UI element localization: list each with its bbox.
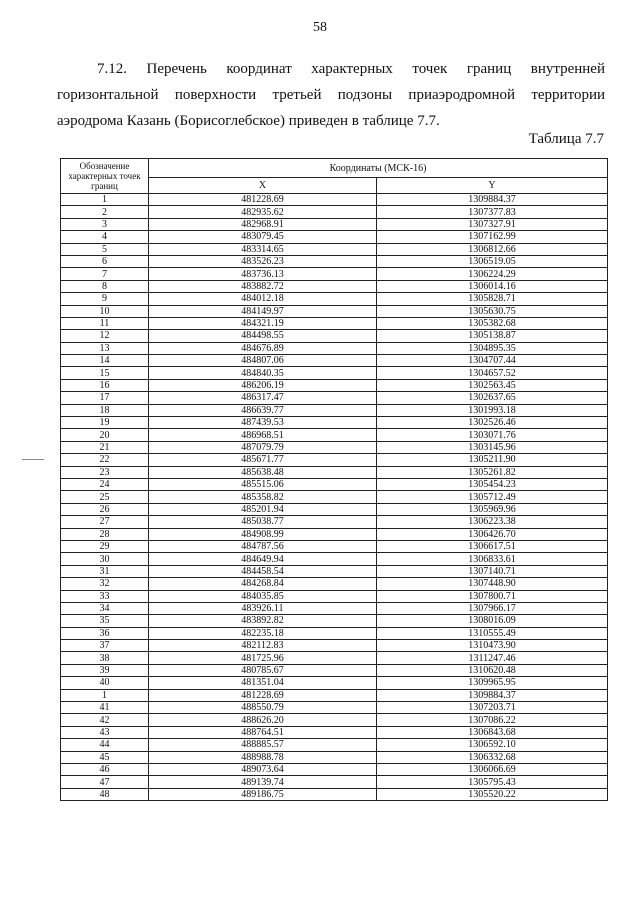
- header-coordinates: Координаты (МСК-16): [149, 159, 608, 178]
- cell-point-number: 16: [61, 379, 149, 391]
- table-row: [61, 404, 608, 416]
- cell-point-number: 11: [61, 317, 149, 329]
- cell-x: 483882.72: [149, 280, 377, 292]
- cell-point-number: 3: [61, 218, 149, 230]
- section-paragraph: [57, 56, 605, 134]
- cell-x: 482968.91: [149, 218, 377, 230]
- table-row: [61, 788, 608, 800]
- cell-y: 1310620.48: [377, 664, 608, 676]
- cell-point-number: 28: [61, 528, 149, 540]
- table-row: [61, 739, 608, 751]
- cell-y: 1307377.83: [377, 206, 608, 218]
- table-row: [61, 578, 608, 590]
- cell-point-number: 26: [61, 503, 149, 515]
- cell-x: 488626.20: [149, 714, 377, 726]
- table-row: [61, 602, 608, 614]
- cell-y: 1306843.68: [377, 726, 608, 738]
- cell-x: 484840.35: [149, 367, 377, 379]
- cell-x: 483526.23: [149, 255, 377, 267]
- cell-y: 1306332.68: [377, 751, 608, 763]
- cell-y: 1309884.37: [377, 194, 608, 206]
- table-row: [61, 751, 608, 763]
- cell-point-number: 35: [61, 615, 149, 627]
- table-row: [61, 342, 608, 354]
- cell-y: 1302526.46: [377, 417, 608, 429]
- cell-y: 1306066.69: [377, 763, 608, 775]
- cell-y: 1307448.90: [377, 578, 608, 590]
- cell-y: 1306426.70: [377, 528, 608, 540]
- cell-y: 1304657.52: [377, 367, 608, 379]
- table-row: [61, 355, 608, 367]
- table-row: [61, 590, 608, 602]
- cell-y: 1305630.75: [377, 305, 608, 317]
- cell-y: 1306223.38: [377, 516, 608, 528]
- table-row: [61, 689, 608, 701]
- table-row: [61, 255, 608, 267]
- cell-x: 484035.85: [149, 590, 377, 602]
- cell-point-number: 21: [61, 441, 149, 453]
- cell-y: 1305795.43: [377, 776, 608, 788]
- table-row: [61, 714, 608, 726]
- cell-point-number: 33: [61, 590, 149, 602]
- cell-point-number: 36: [61, 627, 149, 639]
- cell-y: 1307327.91: [377, 218, 608, 230]
- cell-x: 481351.04: [149, 677, 377, 689]
- cell-y: 1301993.18: [377, 404, 608, 416]
- cell-x: 484012.18: [149, 293, 377, 305]
- table-row: [61, 392, 608, 404]
- cell-x: 482935.62: [149, 206, 377, 218]
- table-row: [61, 615, 608, 627]
- cell-y: 1307140.71: [377, 565, 608, 577]
- cell-y: 1303145.96: [377, 441, 608, 453]
- table-row: [61, 317, 608, 329]
- cell-point-number: 27: [61, 516, 149, 528]
- cell-y: 1302637.65: [377, 392, 608, 404]
- coordinates-table: [60, 158, 608, 801]
- header-x: X: [149, 178, 377, 194]
- cell-x: 484498.55: [149, 330, 377, 342]
- table-row: [61, 330, 608, 342]
- cell-x: 483079.45: [149, 231, 377, 243]
- cell-y: 1305454.23: [377, 478, 608, 490]
- table-row: [61, 763, 608, 775]
- table-row: [61, 528, 608, 540]
- cell-point-number: 13: [61, 342, 149, 354]
- table-row: [61, 540, 608, 552]
- cell-point-number: 32: [61, 578, 149, 590]
- table-row: [61, 231, 608, 243]
- table-row: [61, 726, 608, 738]
- cell-x: 484676.89: [149, 342, 377, 354]
- cell-x: 486968.51: [149, 429, 377, 441]
- cell-y: 1308016.09: [377, 615, 608, 627]
- table-row: [61, 491, 608, 503]
- cell-x: 489186.75: [149, 788, 377, 800]
- cell-x: 484321.19: [149, 317, 377, 329]
- table-row: [61, 454, 608, 466]
- table-row: [61, 293, 608, 305]
- table-row: [61, 206, 608, 218]
- cell-y: 1305828.71: [377, 293, 608, 305]
- table-row: [61, 677, 608, 689]
- table-row: [61, 280, 608, 292]
- table-row: [61, 268, 608, 280]
- cell-y: 1310473.90: [377, 640, 608, 652]
- table-row: [61, 194, 608, 206]
- cell-x: 484149.97: [149, 305, 377, 317]
- cell-x: 486639.77: [149, 404, 377, 416]
- cell-x: 484908.99: [149, 528, 377, 540]
- cell-point-number: 1: [61, 689, 149, 701]
- cell-y: 1305138.87: [377, 330, 608, 342]
- cell-x: 489139.74: [149, 776, 377, 788]
- cell-point-number: 8: [61, 280, 149, 292]
- cell-y: 1307203.71: [377, 702, 608, 714]
- cell-y: 1307800.71: [377, 590, 608, 602]
- table-row: [61, 379, 608, 391]
- cell-y: 1302563.45: [377, 379, 608, 391]
- cell-y: 1309965.95: [377, 677, 608, 689]
- cell-point-number: 6: [61, 255, 149, 267]
- header-point-designation: Обозначение характерных точек границ: [61, 159, 149, 194]
- cell-point-number: 1: [61, 194, 149, 206]
- cell-x: 484268.84: [149, 578, 377, 590]
- cell-point-number: 9: [61, 293, 149, 305]
- cell-x: 485038.77: [149, 516, 377, 528]
- cell-point-number: 42: [61, 714, 149, 726]
- cell-x: 483736.13: [149, 268, 377, 280]
- cell-y: 1306014.16: [377, 280, 608, 292]
- cell-y: 1307966.17: [377, 602, 608, 614]
- cell-point-number: 37: [61, 640, 149, 652]
- cell-y: 1306833.61: [377, 553, 608, 565]
- cell-x: 489073.64: [149, 763, 377, 775]
- cell-x: 484649.94: [149, 553, 377, 565]
- table-row: [61, 553, 608, 565]
- table-body: [61, 194, 608, 801]
- cell-y: 1305520.22: [377, 788, 608, 800]
- cell-point-number: 31: [61, 565, 149, 577]
- coordinates-table-container: [60, 158, 607, 801]
- cell-point-number: 5: [61, 243, 149, 255]
- table-row: [61, 664, 608, 676]
- cell-point-number: 22: [61, 454, 149, 466]
- cell-y: 1305382.68: [377, 317, 608, 329]
- cell-y: 1305712.49: [377, 491, 608, 503]
- cell-y: 1306224.29: [377, 268, 608, 280]
- cell-x: 485638.48: [149, 466, 377, 478]
- cell-x: 485671.77: [149, 454, 377, 466]
- cell-point-number: 29: [61, 540, 149, 552]
- cell-x: 488764.51: [149, 726, 377, 738]
- cell-point-number: 45: [61, 751, 149, 763]
- cell-x: 482235.18: [149, 627, 377, 639]
- table-row: [61, 243, 608, 255]
- cell-point-number: 25: [61, 491, 149, 503]
- table-row: [61, 640, 608, 652]
- cell-point-number: 46: [61, 763, 149, 775]
- cell-x: 481725.96: [149, 652, 377, 664]
- cell-x: 482112.83: [149, 640, 377, 652]
- cell-point-number: 17: [61, 392, 149, 404]
- table-row: [61, 441, 608, 453]
- cell-y: 1310555.49: [377, 627, 608, 639]
- table-row: [61, 702, 608, 714]
- header-y: Y: [377, 178, 608, 194]
- cell-x: 481228.69: [149, 194, 377, 206]
- cell-x: 488550.79: [149, 702, 377, 714]
- table-row: [61, 305, 608, 317]
- cell-point-number: 10: [61, 305, 149, 317]
- cell-point-number: 24: [61, 478, 149, 490]
- cell-x: 483926.11: [149, 602, 377, 614]
- cell-y: 1305969.96: [377, 503, 608, 515]
- table-row: [61, 218, 608, 230]
- table-row: [61, 652, 608, 664]
- cell-point-number: 20: [61, 429, 149, 441]
- paragraph-text: 7.12. Перечень координат характерных точек границ внутренней горизонтальной поверхности третьей подзоны приаэродромной территории аэродрома Казань (Борисоглебское) приведен в таблице 7.7.: [57, 61, 605, 129]
- cell-y: 1305211.90: [377, 454, 608, 466]
- table-row: [61, 429, 608, 441]
- cell-x: 486317.47: [149, 392, 377, 404]
- cell-point-number: 7: [61, 268, 149, 280]
- cell-x: 481228.69: [149, 689, 377, 701]
- table-row: [61, 776, 608, 788]
- cell-x: 486206.19: [149, 379, 377, 391]
- table-row: [61, 503, 608, 515]
- cell-point-number: 2: [61, 206, 149, 218]
- cell-x: 484807.06: [149, 355, 377, 367]
- cell-point-number: 41: [61, 702, 149, 714]
- margin-mark: [22, 459, 44, 460]
- cell-x: 485201.94: [149, 503, 377, 515]
- table-row: [61, 478, 608, 490]
- cell-x: 480785.67: [149, 664, 377, 676]
- table-row: [61, 627, 608, 639]
- cell-x: 483892.82: [149, 615, 377, 627]
- cell-x: 487079.79: [149, 441, 377, 453]
- table-row: [61, 417, 608, 429]
- cell-y: 1303071.76: [377, 429, 608, 441]
- cell-point-number: 47: [61, 776, 149, 788]
- cell-y: 1306519.05: [377, 255, 608, 267]
- cell-x: 485515.06: [149, 478, 377, 490]
- cell-point-number: 30: [61, 553, 149, 565]
- page-number: 58: [313, 20, 327, 35]
- cell-y: 1311247.46: [377, 652, 608, 664]
- cell-x: 484458.54: [149, 565, 377, 577]
- cell-point-number: 43: [61, 726, 149, 738]
- cell-point-number: 15: [61, 367, 149, 379]
- cell-point-number: 12: [61, 330, 149, 342]
- cell-point-number: 40: [61, 677, 149, 689]
- cell-point-number: 19: [61, 417, 149, 429]
- cell-y: 1307086.22: [377, 714, 608, 726]
- cell-y: 1304707.44: [377, 355, 608, 367]
- cell-y: 1306812.66: [377, 243, 608, 255]
- cell-x: 485358.82: [149, 491, 377, 503]
- cell-y: 1307162.99: [377, 231, 608, 243]
- cell-point-number: 34: [61, 602, 149, 614]
- cell-point-number: 38: [61, 652, 149, 664]
- cell-x: 487439.53: [149, 417, 377, 429]
- cell-x: 484787.56: [149, 540, 377, 552]
- cell-x: 488885.57: [149, 739, 377, 751]
- table-row: [61, 367, 608, 379]
- cell-y: 1309884.37: [377, 689, 608, 701]
- cell-point-number: 23: [61, 466, 149, 478]
- cell-y: 1306592.10: [377, 739, 608, 751]
- table-row: [61, 516, 608, 528]
- cell-x: 488988.78: [149, 751, 377, 763]
- cell-y: 1305261.82: [377, 466, 608, 478]
- cell-point-number: 44: [61, 739, 149, 751]
- cell-y: 1306617.51: [377, 540, 608, 552]
- cell-point-number: 14: [61, 355, 149, 367]
- table-caption: Таблица 7.7: [528, 131, 604, 147]
- cell-point-number: 39: [61, 664, 149, 676]
- cell-x: 483314.65: [149, 243, 377, 255]
- cell-y: 1304895.35: [377, 342, 608, 354]
- cell-point-number: 18: [61, 404, 149, 416]
- table-row: [61, 466, 608, 478]
- table-row: [61, 565, 608, 577]
- cell-point-number: 48: [61, 788, 149, 800]
- cell-point-number: 4: [61, 231, 149, 243]
